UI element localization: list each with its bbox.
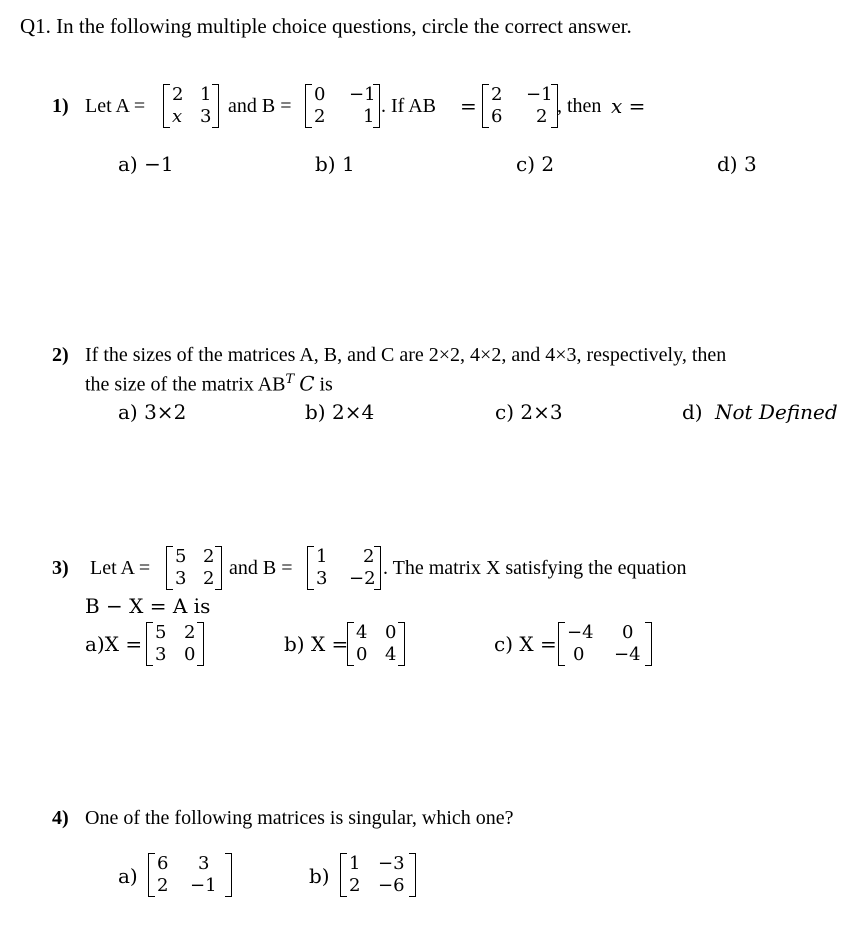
matrix-cell: 2 bbox=[184, 622, 196, 643]
q1-option-c[interactable]: c) 2 bbox=[516, 152, 555, 176]
matrix-cell: 0 bbox=[314, 84, 326, 105]
matrix-c-symbol: C bbox=[299, 371, 315, 396]
q4-option-a-label[interactable]: a) bbox=[118, 864, 138, 888]
matrix-cell: x bbox=[172, 106, 183, 127]
q2-number: 2) bbox=[52, 344, 69, 366]
matrix-cell: 5 bbox=[155, 622, 167, 643]
q3-equation: B − X = A is bbox=[85, 594, 211, 618]
matrix-cell: 2 bbox=[203, 568, 215, 589]
matrix-cell: 2 bbox=[363, 546, 375, 567]
matrix-cell: 4 bbox=[356, 622, 368, 643]
q1-option-d[interactable]: d) 3 bbox=[717, 152, 757, 176]
q3-option-c-matrix[interactable] bbox=[558, 622, 652, 666]
q3-option-c-label[interactable]: c) X = bbox=[494, 632, 557, 656]
q2-option-a[interactable]: a) 3×2 bbox=[118, 400, 187, 424]
q1-then-text: , then bbox=[557, 95, 602, 117]
q1-and-text: and B = bbox=[228, 95, 292, 117]
matrix-cell: 0 bbox=[573, 644, 585, 665]
q3-matrix-b bbox=[307, 546, 381, 590]
q3-option-a-label[interactable]: a)X = bbox=[85, 632, 143, 656]
q2-option-d[interactable] bbox=[682, 402, 838, 422]
q3-option-a-matrix[interactable] bbox=[146, 622, 204, 666]
matrix-cell: 2 bbox=[349, 875, 361, 896]
matrix-cell: 2 bbox=[203, 546, 215, 567]
matrix-cell: 2 bbox=[314, 106, 326, 127]
matrix-cell: 1 bbox=[363, 106, 375, 127]
matrix-cell: 5 bbox=[175, 546, 187, 567]
q3-option-b-matrix[interactable] bbox=[347, 622, 405, 666]
q2-text-line1: If the sizes of the matrices A, B, and C are 2×2, 4×2, and 4×3, respectively, then bbox=[85, 344, 727, 366]
q1-option-b[interactable]: b) 1 bbox=[315, 152, 355, 176]
q3-let-text: Let A = bbox=[90, 557, 151, 579]
q1-matrix-a bbox=[163, 84, 219, 128]
question-title: Q1. In the following multiple choice questions, circle the correct answer. bbox=[20, 14, 632, 38]
q4-option-b-matrix[interactable] bbox=[340, 853, 416, 897]
q2-option-d-text: Not Defined bbox=[714, 400, 838, 424]
matrix-cell: 2 bbox=[172, 84, 184, 105]
q2-option-b[interactable]: b) 2×4 bbox=[305, 400, 375, 424]
q3-number: 3) bbox=[52, 557, 69, 579]
q1-equals: = bbox=[460, 94, 477, 118]
q1-matrix-b bbox=[305, 84, 380, 128]
matrix-cell: 2 bbox=[157, 875, 169, 896]
q2-text-line2 bbox=[85, 373, 333, 395]
matrix-cell: 0 bbox=[385, 622, 397, 643]
matrix-cell: 0 bbox=[184, 644, 196, 665]
transpose-superscript: T bbox=[285, 372, 295, 387]
matrix-cell: −6 bbox=[378, 875, 405, 896]
matrix-cell: 1 bbox=[349, 853, 361, 874]
matrix-cell: 3 bbox=[316, 568, 328, 589]
q4-option-a-matrix[interactable] bbox=[148, 853, 232, 897]
q3-and-text: and B = bbox=[229, 557, 293, 579]
matrix-cell: 3 bbox=[200, 106, 212, 127]
matrix-cell: −2 bbox=[349, 568, 376, 589]
matrix-cell: −1 bbox=[190, 875, 217, 896]
matrix-cell: 3 bbox=[155, 644, 167, 665]
matrix-cell: −4 bbox=[614, 644, 641, 665]
matrix-cell: 3 bbox=[198, 853, 210, 874]
matrix-cell: 2 bbox=[491, 84, 503, 105]
q3-text: . The matrix X satisfying the equation bbox=[383, 557, 687, 579]
q2-text-part: the size of the matrix AB bbox=[85, 373, 286, 396]
q1-let-text: Let A = bbox=[85, 95, 146, 117]
matrix-cell: 0 bbox=[356, 644, 368, 665]
matrix-cell: 3 bbox=[175, 568, 187, 589]
q1-option-a[interactable]: a) −1 bbox=[118, 152, 174, 176]
matrix-cell: 1 bbox=[200, 84, 212, 105]
matrix-cell: −3 bbox=[378, 853, 405, 874]
matrix-cell: 4 bbox=[385, 644, 397, 665]
q2-text-part: is bbox=[319, 373, 333, 396]
q3-matrix-a bbox=[166, 546, 222, 590]
matrix-cell: 6 bbox=[491, 106, 503, 127]
q2-option-d-label: d) bbox=[682, 400, 703, 424]
q4-option-b-label[interactable]: b) bbox=[309, 864, 330, 888]
matrix-cell: −1 bbox=[526, 84, 553, 105]
q4-number: 4) bbox=[52, 807, 69, 829]
q1-matrix-ab bbox=[482, 84, 558, 128]
q2-option-c[interactable]: c) 2×3 bbox=[495, 400, 563, 424]
matrix-cell: −4 bbox=[567, 622, 594, 643]
q4-text: One of the following matrices is singular, which one? bbox=[85, 807, 514, 829]
matrix-cell: 6 bbox=[157, 853, 169, 874]
matrix-cell: 2 bbox=[536, 106, 548, 127]
q3-option-b-label[interactable]: b) X = bbox=[284, 632, 349, 656]
q1-number: 1) bbox=[52, 95, 69, 117]
matrix-cell: −1 bbox=[349, 84, 376, 105]
q1-if-text: . If AB bbox=[381, 95, 436, 117]
matrix-cell: 0 bbox=[622, 622, 634, 643]
q1-x-equals: x = bbox=[611, 94, 646, 118]
matrix-cell: 1 bbox=[316, 546, 328, 567]
